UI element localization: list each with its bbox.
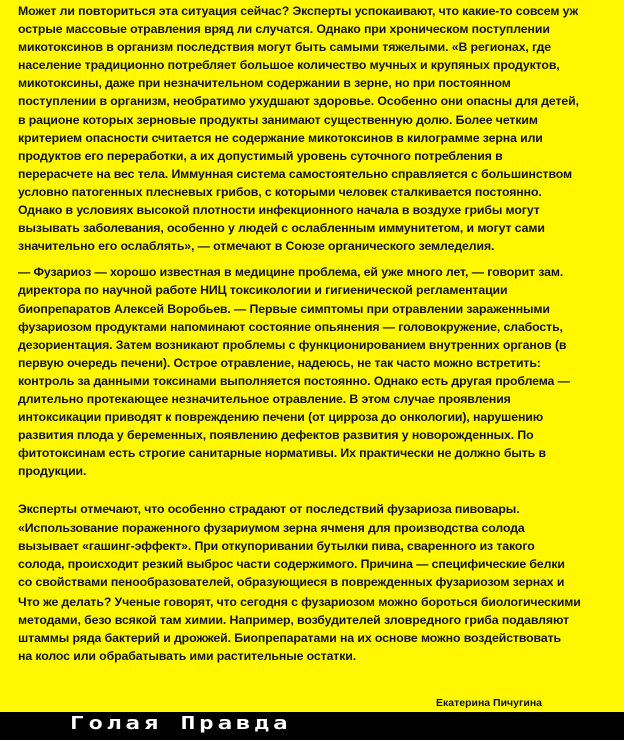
author-name: Екатерина Пичугина <box>436 697 542 709</box>
paragraph-1: Может ли повториться эта ситуация сейчас? Эксперты успокаивают, что какие-то совсем уж острые массовые отравления вряд ли случатся. Однако при хроническом поступлении микотоксинов в организм последствия могут быть самыми тяжелыми. «В регионах, где население традиционно потребляет большое количество мучных и крупяных продуктов, микотоксины, даже при незначительном содержании в зерне, но при постоянном поступлении в организм, необратимо ухудшают здоровье. Особенно они опасны для детей, в рационе которых зерновые продукты занимают существенную долю. Более четким критерием опасности считается не содержание микотоксинов в килограмме зерна или продуктов его переработки, а их допустимый уровень суточного потребления в перерасчете на вес тела. Иммунная система самостоятельно справляется с большинством условно патогенных плесневых грибов, с которыми человек сталкивается постоянно. Однако в условиях высокой плотности инфекционного начала в воздухе грибы могут вызывать заболевания, особенно у людей с ослабленным иммунитетом, и могут сами значительно его ослаблять», — отмечают в Союзе органического земледелия. <box>18 4 579 254</box>
banner-title: Голая Правда <box>70 712 292 734</box>
footer-banner <box>0 712 624 740</box>
paragraph-2: — Фузариоз — хорошо известная в медицине проблема, ей уже много лет, — говорит зам. директора по научной работе НИЦ токсикологии и гигиенической регламентации биопрепаратов Алексей Воробьев. — Первые симптомы при отравлении зараженными фузариозом продуктами напоминают состояние опьянения — головокружение, слабость, дезориентация. Затем возникают проблемы с функционированием внутренних органов (в первую очередь печени). Острое отравление, надеюсь, не так часто можно встретить: контроль за данными токсинами выполняется постоянно. Однако есть другая проблема — длительно протекающее незначительное отравление. В этом случае проявления интоксикации приводят к повреждению печени (от цирроза до онкологии), нарушению развития плода у беременных, появлению дефектов развития у новорожденных. По фитотоксинам есть строгие санитарные нормативы. Их практически не должно быть в продукции. <box>18 265 570 479</box>
paragraph-3: Эксперты отмечают, что особенно страдают от последствий фузариоза пивовары. «Использование пораженного фузариумом зерна ячменя для производства солода вызывает «гашинг-эффект». При откупоривании бутылки пива, сваренного из такого солода, происходит резкий выброс части содержимого. Причина — специфические белки со свойствами пенообразователей, образующиеся в поврежденных фузариозом зернах и <box>18 502 565 589</box>
paragraph-4: Что же делать? Ученые говорят, что сегодня с фузариозом можно бороться биологическими методами, безо всякой там химии. Например, возбудителей зловредного гриба подавляют штаммы ряда бактерий и дрожжей. Биопрепаратами на их основе можно воздействовать на колос или обрабатывать ими растительные остатки. <box>18 594 581 664</box>
